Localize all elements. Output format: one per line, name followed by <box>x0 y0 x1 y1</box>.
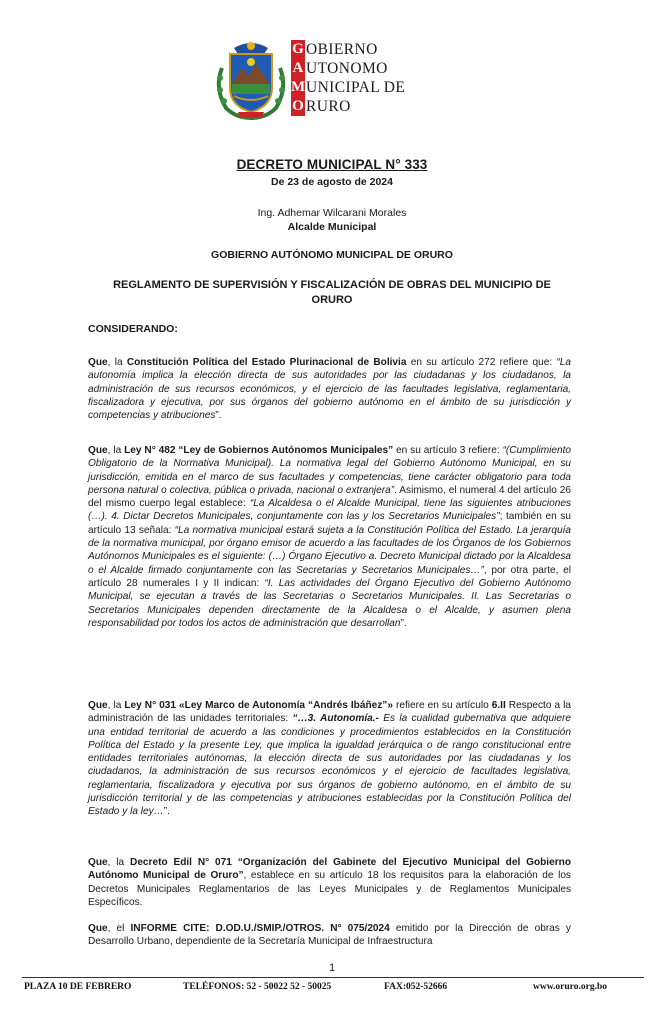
decree-title: DECRETO MUNICIPAL N° 333 <box>236 157 428 172</box>
decree-date: De 23 de agosto de 2024 <box>271 176 393 188</box>
paragraph-constitution: Que, la Constitución Política del Estado Plurinacional de Bolivia en su artículo 272 refiere que: “La autonomía implica la elección directa de sus autoridades por las ciudadanas y los ciudadanos, la administración de sus recursos económicos, y el ejercicio de las facultades legislativa, reglamentaria, fiscalizadora y ejecutiva, por sus órganos del gobierno autónomo en el ámbito de su jurisdicción y competencias y atribuciones”. <box>88 357 571 422</box>
brand-line-1: G OBIERNO <box>292 41 378 58</box>
municipal-coat-of-arms-logo <box>212 38 290 120</box>
brand-line-2: A UTONOMO <box>292 60 388 77</box>
regulation-title: REGLAMENTO DE SUPERVISIÓN Y FISCALIZACIÓN DE OBRAS DEL MUNICIPIO DE ORURO <box>113 279 551 306</box>
municipal-brand-wordmark <box>291 40 431 116</box>
paragraph-report: Que, el INFORME CITE: D.OD.U./SMIP./OTROS. N° 075/2024 emitido por la Dirección de obras y Desarrollo Urbano, dependiente de la Secretaría Municipal de Infraestructura <box>88 923 571 948</box>
footer-divider <box>22 977 644 978</box>
paragraph-law-482: Que, la Ley N° 482 “Ley de Gobiernos Autónomos Municipales” en su artículo 3 refiere: “(Cumplimiento Obligatorio de la Normativa Municipal). La normativa legal del Gobierno Autónomo Municipal, en su jurisdicción, emitida en el marco de sus facultades y competencias, tiene carácter obligatorio para toda persona natural o colectiva, pública o privada, nacional o extranjera”. Asimismo, el numeral 4 del artículo 26 del mismo cuerpo legal establece: “La Alcaldesa o el Alcalde Municipal, tiene las siguientes atribuciones (…). 4. Dictar Decretos Municipales, conjuntamente con las y los Secretarios Municipales”; también en su artículo 13 señala: “La normativa municipal estará sujeta a la Constitución Política del Estado. La jerarquía de la normativa municipal, por órgano emisor de acuerdo a las facultades de los Órganos de los Gobiernos Autónomos Municipales es el siguiente: (…) Órgano Ejecutivo a. Decreto Municipal dictado por la Alcaldesa o el Alcalde firmado conjuntamente con las Secretarias y Secretarios Municipales…”, por otra parte, el artículo 28 numerales I y II indican: “I. Las actividades del Órgano Ejecutivo del Gobierno Autónomo Municipal, se ejecutan a través de las Secretarias o Secretarios Municipales. II. Las Secretarias o Secretarios Municipales dependen directamente de la Alcaldesa o el Alcalde, y asumen plena responsabilidad por todos los actos de administración que desarrollan”. <box>88 445 572 629</box>
signer-name: Ing. Adhemar Wilcarani Morales <box>257 207 407 219</box>
page-number: 1 <box>328 962 336 974</box>
footer-address: PLAZA 10 DE FEBRERO <box>24 982 132 992</box>
paragraph-decree-071: Que, la Decreto Edil N° 071 “Organización del Gabinete del Ejecutivo Municipal del Gobierno Autónomo Municipal de Oruro”, establece en su artículo 18 los requisitos para la elaboración de los Decretos Municipales Reglamentarios de las Leyes Municipales y de Reglamentos Municipales Específicos. <box>88 857 571 908</box>
footer-phones: TELÉFONOS: 52 - 50022 52 - 50025 <box>183 982 332 992</box>
considerando-heading: CONSIDERANDO: <box>88 323 178 335</box>
paragraph-law-031: Que, la Ley N° 031 «Ley Marco de Autonomía “Andrés Ibáñez”» refiere en su artículo 6.II Respecto a la administración de las unidades territoriales: “…3. Autonomía.- Es la cualidad gubernativa que adquiere una entidad territorial de acuerdo a las condiciones y procedimientos establecidos en la Constitución Política del Estado y la presente Ley, que implica la igualdad jerárquica o de rango constitucional entre entidades territoriales autónomas, la elección directa de sus autoridades por las ciudadanas y los ciudadanos, la administración de sus recursos económicos y el ejercicio de facultades legislativa, reglamentaria, fiscalizadora y ejecutiva por sus órganos de gobierno autónomo, en el ámbito de su jurisdicción territorial y de las competencias y atribuciones establecidas por la Constitución Política del Estado y la ley…”. <box>88 700 571 818</box>
signer-role: Alcalde Municipal <box>287 221 377 233</box>
brand-line-4: O RURO <box>292 98 351 115</box>
footer-fax: FAX:052-52666 <box>384 982 448 992</box>
brand-line-3: M UNICIPAL DE <box>291 79 406 96</box>
government-name: GOBIERNO AUTÓNOMO MUNICIPAL DE ORURO <box>211 249 453 261</box>
footer-website[interactable]: www.oruro.org.bo <box>533 982 607 992</box>
